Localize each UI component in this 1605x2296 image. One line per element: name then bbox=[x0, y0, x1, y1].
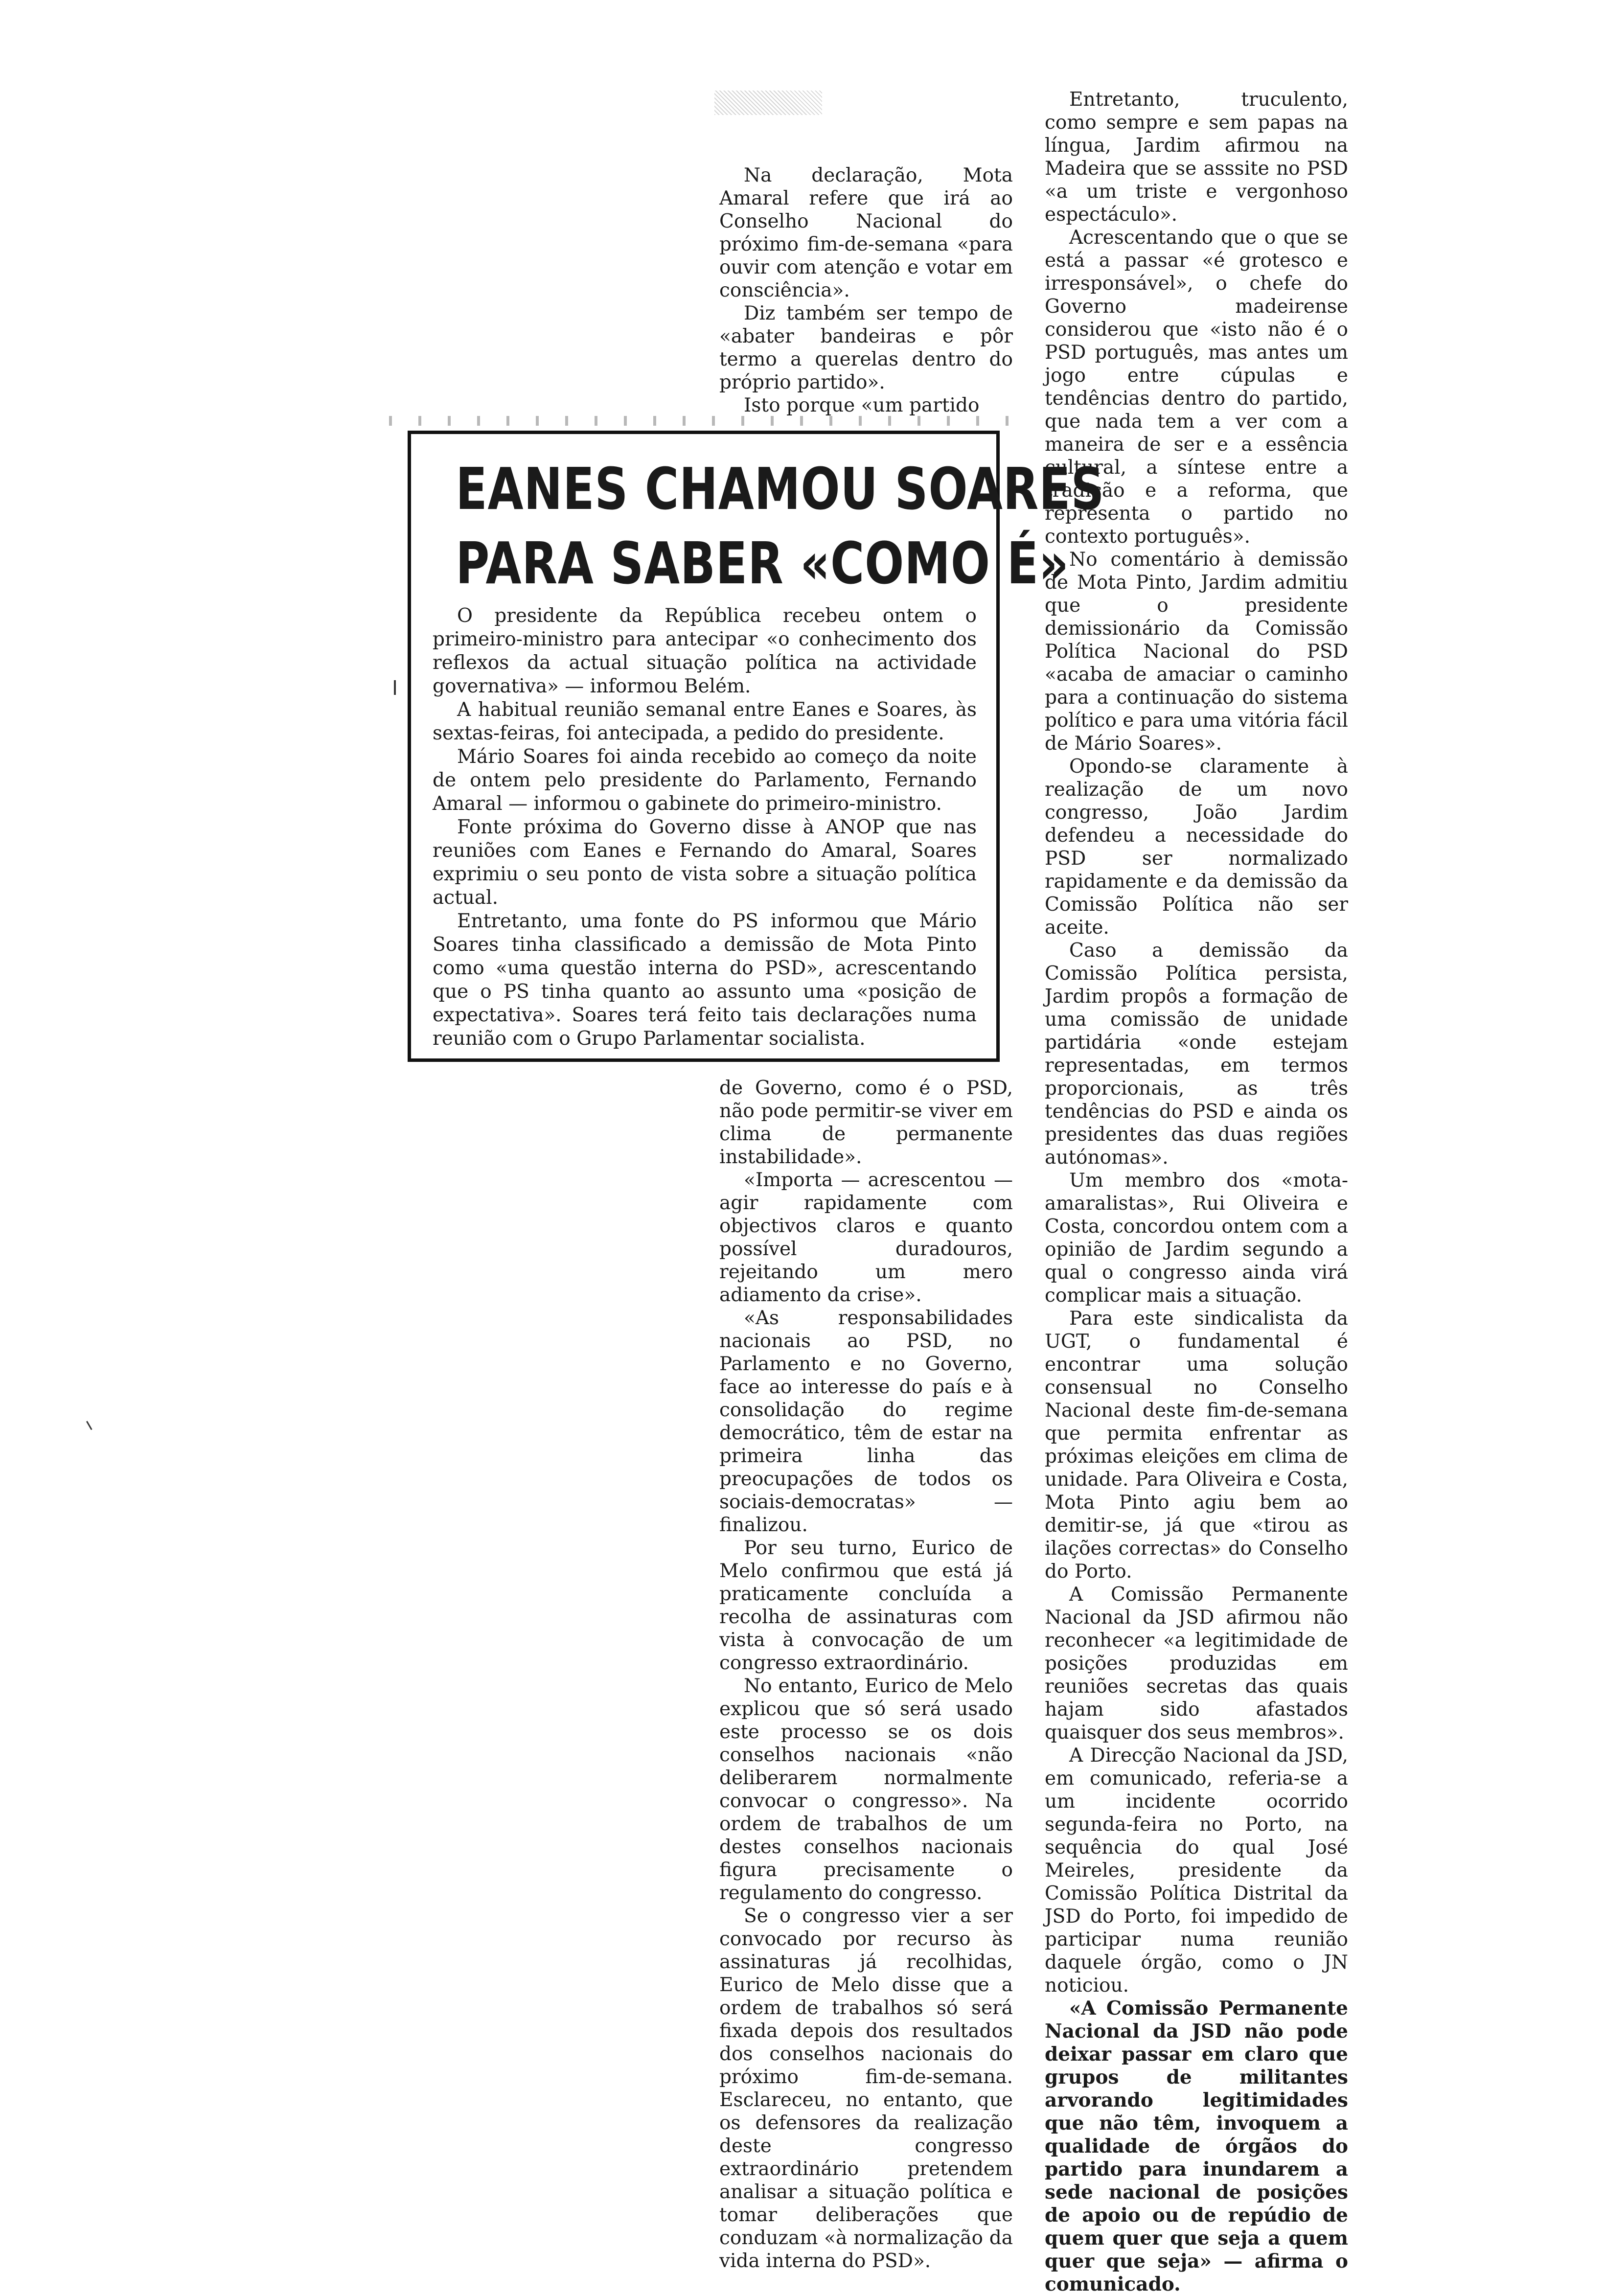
paragraph: Opondo-se claramente à realização de um novo congresso, João Jardim defendeu a necessidade do PSD ser normalizado rapidamente e da demissão da Comissão Política não ser aceite. bbox=[1045, 756, 1348, 939]
headline bbox=[456, 452, 1105, 600]
headline-line-1: EANES CHAMOU SOARES bbox=[456, 455, 1105, 523]
paragraph: A Direcção Nacional da JSD, em comunicado, referia-se a um incidente ocorrido segunda-feira no Porto, na sequência do qual José Meireles, presidente da Comissão Política Distrital da JSD do Porto, foi impedido de participar numa reunião daquele órgão, como o JN noticiou. bbox=[1045, 1745, 1348, 1997]
right-column bbox=[1045, 88, 1348, 2296]
paragraph: «A Comissão Permanente Nacional da JSD não pode deixar passar em claro que grupos de militantes arvorando legitimidades que não têm, invoquem a qualidade de órgãos do partido para inundarem a sede nacional de posições de apoio ou de repúdio de quem quer que seja a quem quer que seja» — afirma o comunicado. bbox=[1045, 1997, 1348, 2296]
paragraph: Entretanto, truculento, como sempre e sem papas na língua, Jardim afirmou na Madeira que se asssite no PSD «a um triste e vergonhoso espectáculo». bbox=[1045, 89, 1348, 226]
stray-mark bbox=[86, 1418, 97, 1430]
paragraph: A habitual reunião semanal entre Eanes e Soares, às sextas-feiras, foi antecipada, a pedido do presidente. bbox=[433, 699, 977, 744]
paragraph: No entanto, Eurico de Melo explicou que só será usado este processo se os dois conselhos nacionais «não deliberarem normalmente convocar o congresso». Na ordem de trabalhos de um destes conselhos nacionais figura precisamente o regulamento do congresso. bbox=[719, 1675, 1013, 1904]
paragraph: O presidente da República recebeu ontem o primeiro-ministro para antecipar «o conhecimento dos reflexos da actual situação política na actividade governativa» — informou Belém. bbox=[433, 605, 977, 697]
boxed-article-body bbox=[433, 604, 977, 1051]
paragraph: Diz também ser tempo de «abater bandeiras e pôr termo a querelas dentro do próprio partido». bbox=[719, 302, 1013, 393]
paragraph: Por seu turno, Eurico de Melo confirmou que está já praticamente concluída a recolha de assinaturas com vista à convocação de um congresso extraordinário. bbox=[719, 1537, 1013, 1674]
paragraph: Para este sindicalista da UGT, o fundamental é encontrar uma solução consensual no Conselho Nacional deste fim-de-semana que permita enfrentar as próximas eleições em clima de unidade. Para Oliveira e Costa, Mota Pinto agiu bem ao demitir-se, já que «tirou as ilações correctas» do Conselho do Porto. bbox=[1045, 1308, 1348, 1583]
paragraph: Entretanto, uma fonte do PS informou que Mário Soares tinha classificado a demissão de Mota Pinto como «uma questão interna do PSD», acrescentando que o PS tinha quanto ao assunto uma «posição de expectativa». Soares terá feito tais declarações numa reunião com o Grupo Parlamentar socialista. bbox=[433, 910, 977, 1050]
paragraph: Se o congresso vier a ser convocado por recurso às assinaturas já recolhidas, Eurico de Melo disse que a ordem de trabalhos só será fixada depois dos resultados dos conselhos nacionais do próximo fim-de-semana. Esclareceu, no entanto, que os defensores da realização deste congresso extraordinário pretendem analisar a situação política e tomar deliberações que conduzam «à normalização da vida interna do PSD». bbox=[719, 1905, 1013, 2272]
paragraph: «As responsabilidades nacionais ao PSD, no Parlamento e no Governo, face ao interesse do país e à consolidação do regime democrático, têm de estar na primeira linha das preocupações de todos os sociais-democratas» — finalizou. bbox=[719, 1307, 1013, 1536]
stray-mark-2 bbox=[394, 680, 396, 695]
boxed-article bbox=[408, 431, 1105, 1062]
left-column-top bbox=[719, 164, 1013, 417]
print-noise-rule bbox=[389, 416, 1025, 426]
paragraph: Um membro dos «mota-amaralistas», Rui Oliveira e Costa, concordou ontem com a opinião de Jardim segundo a qual o congresso ainda virá complicar mais a situação. bbox=[1045, 1170, 1348, 1307]
paragraph: Mário Soares foi ainda recebido ao começo da noite de ontem pelo presidente do Parlamento, Fernando Amaral — informou o gabinete do primeiro-ministro. bbox=[433, 746, 977, 815]
paragraph: Fonte próxima do Governo disse à ANOP que nas reuniões com Eanes e Fernando do Amaral, Soares exprimiu o seu ponto de vista sobre a situação política actual. bbox=[433, 816, 977, 909]
print-noise-top bbox=[714, 91, 822, 115]
paragraph: Caso a demissão da Comissão Política persista, Jardim propôs a formação de uma comissão de unidade partidária «onde estejam representadas, em termos proporcionais, as três tendências do PSD e ainda os presidentes das duas regiões autónomas». bbox=[1045, 940, 1348, 1169]
paragraph: Isto porque «um partido bbox=[744, 394, 980, 416]
paragraph: de Governo, como é o PSD, não pode permitir-se viver em clima de permanente instabilidade». bbox=[719, 1077, 1013, 1168]
paragraph: Acrescentando que o que se está a passar «é grotesco e irresponsável», o chefe do Governo madeirense considerou que «isto não é o PSD português, mas antes um jogo entre cúpulas e tendências dentro do partido, que nada tem a ver com a maneira de ser e a essência cultural, a síntese entre a tradição e a reforma, que representa o partido no contexto português». bbox=[1045, 227, 1348, 548]
paragraph: No comentário à demissão de Mota Pinto, Jardim admitiu que o presidente demissionário da Comissão Política Nacional do PSD «acaba de amaciar o caminho para a continuação do sistema político e para uma vitória fácil de Mário Soares». bbox=[1045, 549, 1348, 755]
left-column-bottom bbox=[719, 1077, 1013, 2273]
paragraph: Na declaração, Mota Amaral refere que irá ao Conselho Nacional do próximo fim-de-semana «para ouvir com atenção e votar em consciência». bbox=[719, 164, 1013, 301]
paragraph: «Importa — acrescentou — agir rapidamente com objectivos claros e quanto possível duradouros, rejeitando um mero adiamento da crise». bbox=[719, 1169, 1013, 1306]
headline-line-2: PARA SABER «COMO É» bbox=[456, 529, 1069, 597]
paragraph: A Comissão Permanente Nacional da JSD afirmou não reconhecer «a legitimidade de posições produzidas em reuniões secretas das quais hajam sido afastados quaisquer dos seus membros». bbox=[1045, 1584, 1348, 1744]
